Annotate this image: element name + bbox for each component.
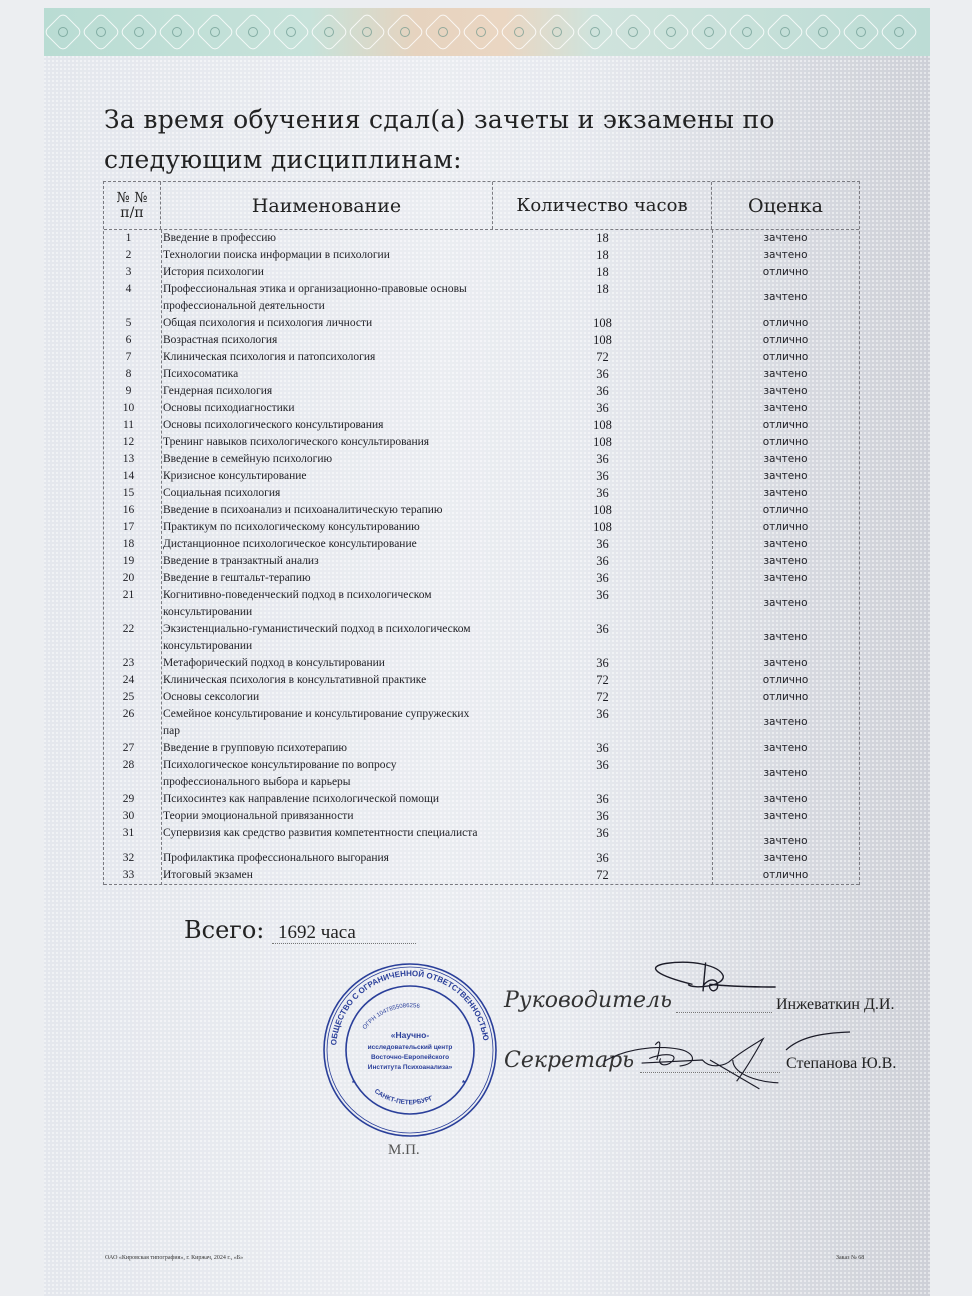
table-row xyxy=(104,867,859,885)
hours-value: 72 xyxy=(596,673,609,687)
grade-value: зачтено xyxy=(763,249,808,261)
grade-value: зачтено xyxy=(763,597,808,609)
head-role: Руководитель xyxy=(504,988,672,1013)
discipline-name: Теории эмоциональной привязанности xyxy=(163,810,354,822)
hours-value: 36 xyxy=(596,384,609,398)
row-number: 7 xyxy=(125,351,132,363)
discipline-name: Супервизия как средство развития компетентности специалиста xyxy=(163,827,478,839)
hours-value: 108 xyxy=(593,418,612,432)
row-number: 1 xyxy=(125,232,132,244)
table-header xyxy=(104,182,859,230)
row-number: 22 xyxy=(122,623,135,635)
grade-value: отлично xyxy=(762,869,809,881)
hours-value: 108 xyxy=(593,333,612,347)
table-row xyxy=(104,332,859,349)
hours-value: 36 xyxy=(596,486,609,500)
discipline-name: Гендерная психология xyxy=(163,385,273,397)
row-number: 29 xyxy=(122,793,135,805)
row-number: 8 xyxy=(125,368,132,380)
hours-value: 36 xyxy=(596,571,609,585)
discipline-name: Метафорический подход в консультировании xyxy=(163,657,385,669)
hours-value: 36 xyxy=(596,826,609,840)
border-ornament xyxy=(689,12,729,52)
grade-value: отлично xyxy=(762,317,809,329)
discipline-name: Кризисное консультирование xyxy=(163,470,307,482)
hours-value: 36 xyxy=(596,622,609,636)
table-body xyxy=(104,230,859,885)
row-number: 12 xyxy=(122,436,135,448)
discipline-name: Психосинтез как направление психологической помощи xyxy=(163,793,439,805)
hours-value: 36 xyxy=(596,851,609,865)
table-row xyxy=(104,281,859,315)
header-hours: Количество часов xyxy=(493,182,712,229)
grade-value: зачтено xyxy=(763,742,808,754)
row-number: 4 xyxy=(125,283,132,295)
stamp-star-right: * xyxy=(462,1079,466,1088)
border-ornament xyxy=(157,12,197,52)
table-row xyxy=(104,825,859,850)
grade-value: зачтено xyxy=(763,232,808,244)
border-ornament xyxy=(423,12,463,52)
discipline-name: Социальная психология xyxy=(163,487,281,499)
header-grade: Оценка xyxy=(748,194,823,217)
row-number: 31 xyxy=(122,827,135,839)
row-number: 15 xyxy=(122,487,135,499)
stamp-center-line-4: Института Психоанализа» xyxy=(367,1064,453,1071)
table-row xyxy=(104,383,859,400)
row-number: 24 xyxy=(122,674,135,686)
row-number: 5 xyxy=(125,317,132,329)
secretary-signature-line xyxy=(640,1072,780,1073)
hours-value: 18 xyxy=(596,282,609,296)
row-number: 13 xyxy=(122,453,135,465)
grade-value: зачтено xyxy=(763,852,808,864)
border-ornament xyxy=(879,12,919,52)
hours-value: 36 xyxy=(596,537,609,551)
border-ornament xyxy=(233,12,273,52)
discipline-name: Общая психология и психология личности xyxy=(163,317,373,329)
discipline-name: Дистанционное психологическое консультирование xyxy=(163,538,417,550)
border-ornament xyxy=(385,12,425,52)
border-ornament xyxy=(119,12,159,52)
row-number: 28 xyxy=(122,759,135,771)
row-number: 23 xyxy=(122,657,135,669)
table-row xyxy=(104,451,859,468)
grade-value: зачтено xyxy=(763,631,808,643)
row-number: 11 xyxy=(122,419,135,431)
table-row xyxy=(104,230,859,247)
table-row xyxy=(104,553,859,570)
row-number: 27 xyxy=(122,742,135,754)
discipline-name: Введение в профессию xyxy=(163,232,276,244)
discipline-name: Профилактика профессионального выгорания xyxy=(163,852,389,864)
grade-value: зачтено xyxy=(763,572,808,584)
grade-value: зачтено xyxy=(763,402,808,414)
hours-value: 108 xyxy=(593,503,612,517)
table-row xyxy=(104,349,859,366)
table-row xyxy=(104,400,859,417)
table-row xyxy=(104,757,859,791)
stamp-center-line-2: исследовательский центр xyxy=(367,1044,453,1051)
intro-text: За время обучения сдал(а) зачеты и экзамены по следующим дисциплинам: xyxy=(104,105,775,174)
hours-value: 36 xyxy=(596,367,609,381)
discipline-name: Введение в групповую психотерапию xyxy=(163,742,347,754)
row-number: 2 xyxy=(125,249,132,261)
hours-value: 108 xyxy=(593,435,612,449)
row-number: 30 xyxy=(122,810,135,822)
grade-value: зачтено xyxy=(763,368,808,380)
discipline-name: Итоговый экзамен xyxy=(163,869,253,881)
grade-value: отлично xyxy=(762,691,809,703)
discipline-name: Когнитивно-поведенческий подход в психологическом консультировании xyxy=(163,589,432,618)
grade-value: зачтено xyxy=(763,453,808,465)
border-ornament xyxy=(499,12,539,52)
table-row xyxy=(104,791,859,808)
hours-value: 18 xyxy=(596,231,609,245)
border-ornament xyxy=(461,12,501,52)
grade-value: отлично xyxy=(762,266,809,278)
hours-value: 36 xyxy=(596,707,609,721)
row-number: 18 xyxy=(122,538,135,550)
border-ornament xyxy=(803,12,843,52)
border-ornament xyxy=(347,12,387,52)
head-name: Инжеваткин Д.И. xyxy=(776,996,895,1013)
table-row xyxy=(104,740,859,757)
discipline-name: Профессиональная этика и организационно-правовые основы профессиональной деятельности xyxy=(163,283,467,312)
table-row xyxy=(104,315,859,332)
stamp-ogrn: ОГРН 1047855086256 xyxy=(362,1003,421,1031)
decorative-border xyxy=(44,8,930,56)
border-ornament xyxy=(195,12,235,52)
discipline-name: Клиническая психология и патопсихология xyxy=(163,351,376,363)
row-number: 17 xyxy=(122,521,135,533)
border-ornament xyxy=(727,12,767,52)
hours-value: 72 xyxy=(596,868,609,882)
table-row xyxy=(104,621,859,655)
grade-value: зачтено xyxy=(763,716,808,728)
discipline-name: Технологии поиска информации в психологии xyxy=(163,249,390,261)
row-number: 10 xyxy=(122,402,135,414)
header-name: Наименование xyxy=(161,182,493,229)
grade-value: отлично xyxy=(762,419,809,431)
stamp-city: САНКТ-ПЕТЕРБУРГ xyxy=(372,1087,434,1107)
table-row xyxy=(104,655,859,672)
discipline-name: Семейное консультирование и консультирование супружеских пар xyxy=(163,708,470,737)
grade-value: отлично xyxy=(762,436,809,448)
grade-value: отлично xyxy=(762,351,809,363)
table-row xyxy=(104,672,859,689)
row-number: 6 xyxy=(125,334,132,346)
grade-value: зачтено xyxy=(763,385,808,397)
discipline-name: Введение в транзактный анализ xyxy=(163,555,319,567)
border-ornament xyxy=(309,12,349,52)
border-ornament xyxy=(44,12,83,52)
total-value: 1692 часа xyxy=(272,922,416,944)
border-ornament xyxy=(841,12,881,52)
stamp-center-line-1: «Научно- xyxy=(390,1030,430,1040)
secretary-role: Секретарь xyxy=(504,1048,635,1073)
hours-value: 36 xyxy=(596,741,609,755)
row-number: 32 xyxy=(122,852,135,864)
hours-value: 18 xyxy=(596,265,609,279)
row-number: 25 xyxy=(122,691,135,703)
hours-value: 72 xyxy=(596,350,609,364)
grade-value: отлично xyxy=(762,334,809,346)
table-row xyxy=(104,366,859,383)
grade-value: отлично xyxy=(762,504,809,516)
grade-value: зачтено xyxy=(763,487,808,499)
row-number: 16 xyxy=(122,504,135,516)
discipline-name: Введение в психоанализ и психоаналитическую терапию xyxy=(163,504,443,516)
discipline-name: Возрастная психология xyxy=(163,334,278,346)
hours-value: 108 xyxy=(593,520,612,534)
hours-value: 36 xyxy=(596,452,609,466)
discipline-name: Основы психодиагностики xyxy=(163,402,295,414)
grade-value: зачтено xyxy=(763,793,808,805)
grade-value: отлично xyxy=(762,674,809,686)
table-row xyxy=(104,247,859,264)
grade-value: зачтено xyxy=(763,767,808,779)
table-row xyxy=(104,417,859,434)
border-ornament xyxy=(81,12,121,52)
disciplines-table xyxy=(103,181,860,885)
table-row xyxy=(104,434,859,451)
row-number: 3 xyxy=(125,266,132,278)
hours-value: 36 xyxy=(596,401,609,415)
discipline-name: Тренинг навыков психологического консультирования xyxy=(163,436,430,448)
row-number: 20 xyxy=(122,572,135,584)
hours-value: 36 xyxy=(596,588,609,602)
order-number: Заказ № 68 xyxy=(836,1255,865,1261)
hours-value: 108 xyxy=(593,316,612,330)
hours-value: 36 xyxy=(596,469,609,483)
border-ornament xyxy=(613,12,653,52)
total-label: Всего: xyxy=(184,916,265,944)
total-hours xyxy=(184,916,416,944)
table-row xyxy=(104,519,859,536)
row-number: 21 xyxy=(122,589,135,601)
stamp-center-line-3: Восточно-Европейского xyxy=(370,1054,450,1061)
grade-value: зачтено xyxy=(763,835,808,847)
row-number: 9 xyxy=(125,385,132,397)
table-row xyxy=(104,468,859,485)
table-row xyxy=(104,689,859,706)
grade-value: зачтено xyxy=(763,291,808,303)
border-ornament xyxy=(765,12,805,52)
grade-value: отлично xyxy=(762,521,809,533)
stamp-outer-text: ОБЩЕСТВО С ОГРАНИЧЕННОЙ ОТВЕТСТВЕННОСТЬЮ xyxy=(329,968,491,1046)
hours-value: 72 xyxy=(596,690,609,704)
table-row xyxy=(104,485,859,502)
discipline-name: Практикум по психологическому консультированию xyxy=(163,521,420,533)
discipline-name: Введение в гештальт-терапию xyxy=(163,572,311,584)
table-row xyxy=(104,850,859,867)
table-row xyxy=(104,706,859,740)
printer-footnote: ОАО «Кировская типография», г. Киржач, 2024 г., «Б» xyxy=(105,1255,244,1261)
grade-value: зачтено xyxy=(763,555,808,567)
stamp-star-left: * xyxy=(352,1079,356,1088)
discipline-name: Психологическое консультирование по вопросу профессионального выбора и карьеры xyxy=(163,759,397,788)
row-number: 19 xyxy=(122,555,135,567)
discipline-name: Основы сексологии xyxy=(163,691,260,703)
hours-value: 36 xyxy=(596,758,609,772)
hours-value: 36 xyxy=(596,792,609,806)
head-signature-line xyxy=(676,1012,772,1013)
row-number: 26 xyxy=(122,708,135,720)
discipline-name: История психологии xyxy=(163,266,264,278)
header-num: № № п/п xyxy=(104,182,161,229)
discipline-name: Экзистенциально-гуманистический подход в психологическом консультировании xyxy=(163,623,471,652)
border-ornament xyxy=(537,12,577,52)
row-number: 14 xyxy=(122,470,135,482)
discipline-name: Основы психологического консультирования xyxy=(163,419,384,431)
row-number: 33 xyxy=(122,869,135,881)
border-ornament xyxy=(271,12,311,52)
table-row xyxy=(104,264,859,281)
hours-value: 36 xyxy=(596,554,609,568)
discipline-name: Клиническая психология в консультативной практике xyxy=(163,674,427,686)
grade-value: зачтено xyxy=(763,470,808,482)
discipline-name: Психосоматика xyxy=(163,368,239,380)
secretary-name: Степанова Ю.В. xyxy=(786,1055,897,1072)
border-ornament xyxy=(575,12,615,52)
discipline-name: Введение в семейную психологию xyxy=(163,453,333,465)
seal-place-label: М.П. xyxy=(388,1142,420,1158)
hours-value: 36 xyxy=(596,809,609,823)
table-row xyxy=(104,536,859,553)
grade-value: зачтено xyxy=(763,810,808,822)
table-row xyxy=(104,587,859,621)
hours-value: 36 xyxy=(596,656,609,670)
organization-stamp xyxy=(322,962,498,1138)
grade-value: зачтено xyxy=(763,657,808,669)
hours-value: 18 xyxy=(596,248,609,262)
table-row xyxy=(104,570,859,587)
table-row xyxy=(104,502,859,519)
border-ornament xyxy=(651,12,691,52)
table-row xyxy=(104,808,859,825)
grade-value: зачтено xyxy=(763,538,808,550)
